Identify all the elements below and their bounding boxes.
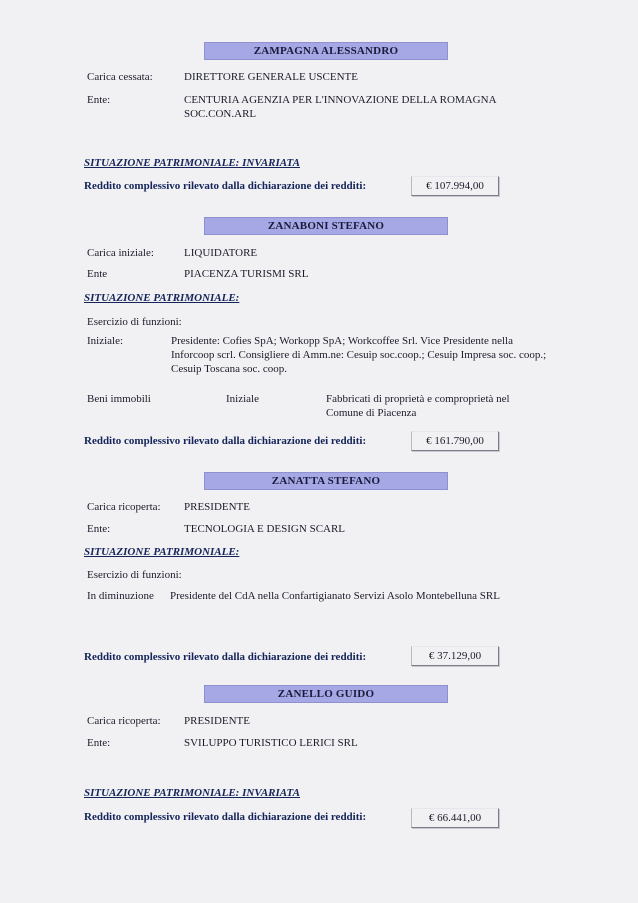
field-value: CENTURIA AGENZIA PER L'INNOVAZIONE DELLA ROMAGNA SOC.CON.ARL [184,94,496,120]
field-label: Ente: [87,523,111,535]
beni-immobili-status: Iniziale [226,393,259,405]
situazione-patrimoniale: SITUAZIONE PATRIMONIALE: INVARIATA [84,157,300,169]
reddito-amount: € 161.790,00 [411,431,499,451]
field-value: DIRETTORE GENERALE USCENTE [184,71,358,83]
beni-immobili-value: Fabbricati di proprietà e comproprietà nel Comune di Piacenza [326,393,510,419]
situazione-patrimoniale: SITUAZIONE PATRIMONIALE: [84,546,240,558]
reddito-amount: € 66.441,00 [411,808,499,828]
beni-immobili-label: Beni immobili [87,393,151,405]
situazione-patrimoniale: SITUAZIONE PATRIMONIALE: INVARIATA [84,787,300,799]
field-label: Ente [87,268,108,280]
esercizio-funzioni-label: Esercizio di funzioni: [87,316,182,328]
reddito-label: Reddito complessivo rilevato dalla dichiarazione dei redditi: [84,180,367,192]
reddito-label: Reddito complessivo rilevato dalla dichiarazione dei redditi: [84,435,367,447]
reddito-amount: € 107.994,00 [411,176,499,196]
reddito-label: Reddito complessivo rilevato dalla dichiarazione dei redditi: [84,651,367,663]
field-label: Ente: [87,94,111,106]
person-name-header: ZANELLO GUIDO [204,685,448,703]
field-value: LIQUIDATORE [184,247,258,259]
reddito-amount: € 37.129,00 [411,646,499,666]
field-value: SVILUPPO TURISTICO LERICI SRL [184,737,358,749]
field-label: Ente: [87,737,111,749]
person-name-header: ZAMPAGNA ALESSANDRO [204,42,448,60]
field-label: Carica cessata: [87,71,153,83]
reddito-label: Reddito complessivo rilevato dalla dichiarazione dei redditi: [84,811,367,823]
person-name-header: ZANATTA STEFANO [204,472,448,490]
field-label: Carica iniziale: [87,247,154,259]
funzioni-status-label: In diminuzione [87,590,154,602]
funzioni-status-label: Iniziale: [87,335,124,347]
funzioni-value: Presidente del CdA nella Confartigianato Servizi Asolo Montebelluna SRL [170,590,500,602]
situazione-patrimoniale: SITUAZIONE PATRIMONIALE: [84,292,240,304]
field-value: PIACENZA TURISMI SRL [184,268,309,280]
field-label: Carica ricoperta: [87,715,161,727]
field-value: PRESIDENTE [184,501,250,513]
esercizio-funzioni-label: Esercizio di funzioni: [87,569,182,581]
field-value: TECNOLOGIA E DESIGN SCARL [184,523,346,535]
funzioni-value: Presidente: Cofies SpA; Workopp SpA; Workcoffee Srl. Vice Presidente nella Inforcoop scrl. Consigliere di Amm.ne: Cesuip soc.coop.; Cesuip Impresa soc. coop.; Cesuip Toscana soc. coop. [171,335,547,375]
field-label: Carica ricoperta: [87,501,161,513]
field-value: PRESIDENTE [184,715,250,727]
person-name-header: ZANABONI STEFANO [204,217,448,235]
